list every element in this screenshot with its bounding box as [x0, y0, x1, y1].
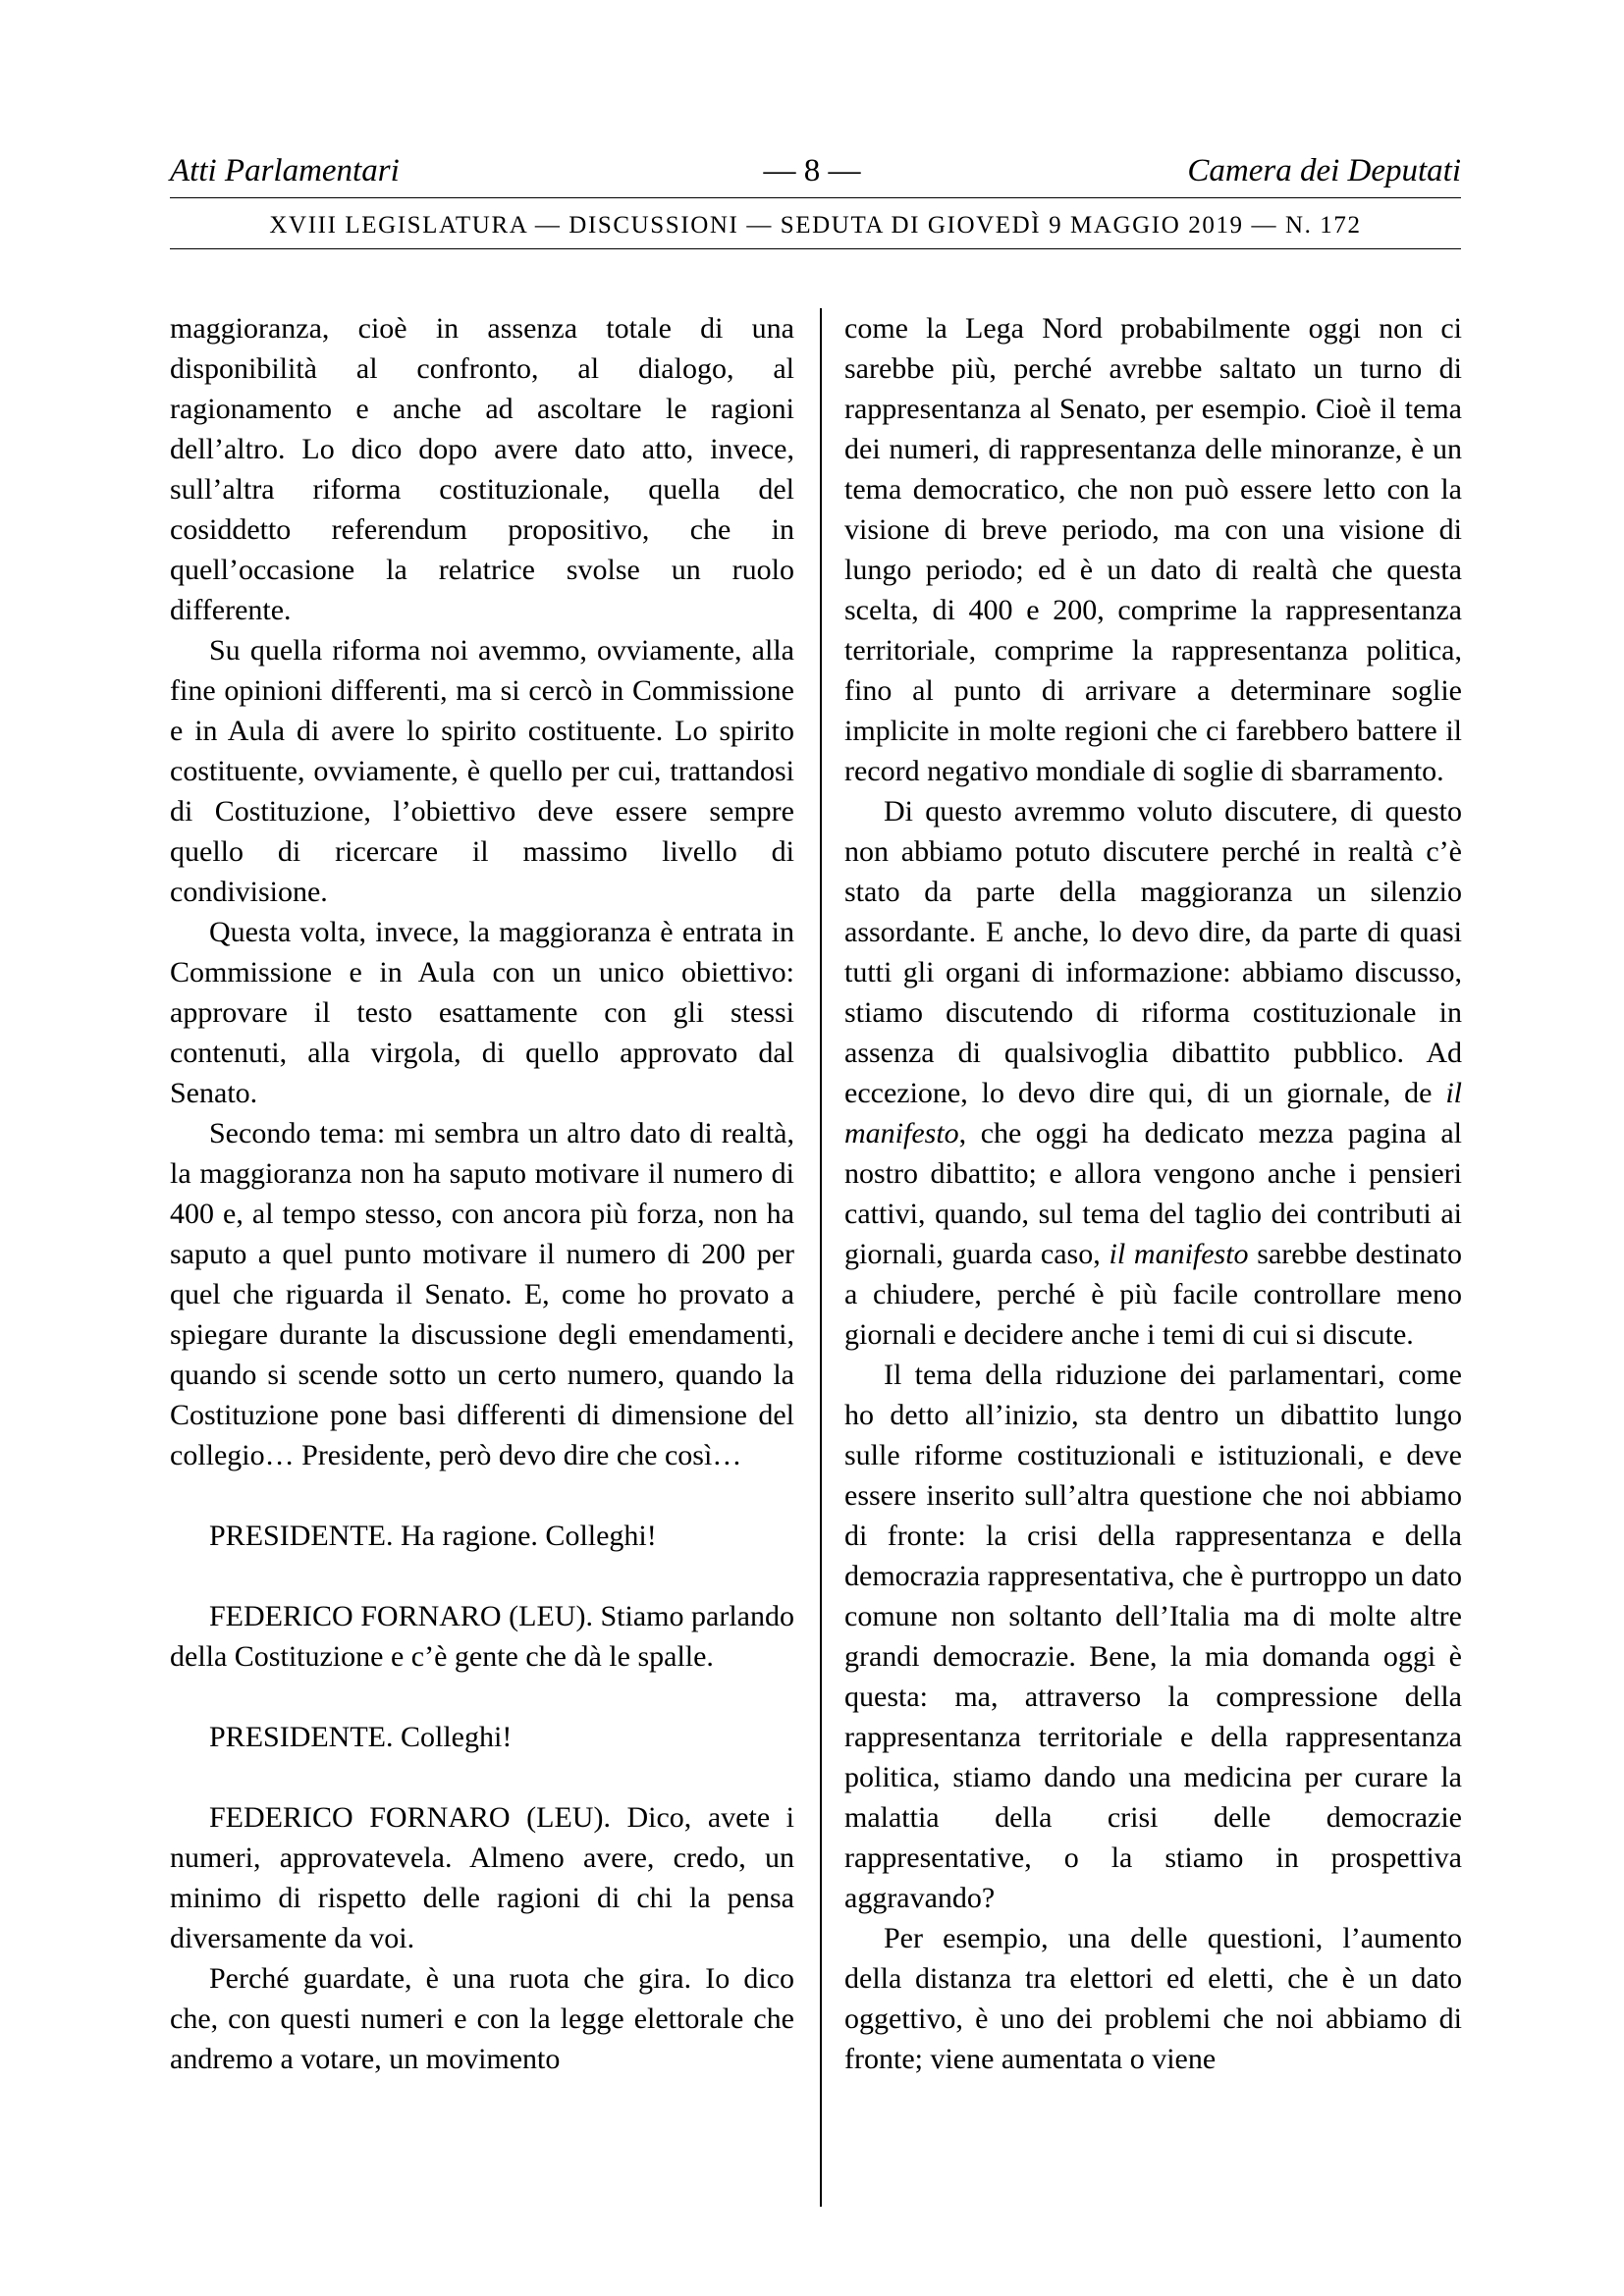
text-run: Di questo avremmo voluto discutere, di questo non abbiamo potuto discutere perché in realtà c’è stato da parte della maggioranza un silenzio assordante. E anche, lo devo dire, da parte di quasi tutti gli organi di informazione: abbiamo discusso, stiamo discutendo di riforma costituzionale in assenza di qualsivoglia dibattito pubblico. Ad eccezione, lo devo dire qui, di un giornale, de [844, 795, 1462, 1109]
paragraph: come la Lega Nord probabilmente oggi non ci sarebbe più, perché avrebbe saltato un turno di rappresentanza al Senato, per esempio. Cioè il tema dei numeri, di rappresentanza delle minoranze, è un tema democratico, che non può essere letto con la visione di breve periodo, ma con una visione di lungo periodo; ed è un dato di realtà che questa scelta, di 400 e 200, comprime la rappresentanza territoriale, comprime la rappresentanza politica, fino al punto di arrivare a determinare soglie implicite in molte regioni che ci farebbero battere il record negativo mondiale di soglie di sbarramento. [844, 312, 1462, 787]
paragraph: Per esempio, una delle questioni, l’aumento della distanza tra elettori ed eletti, che è un dato oggettivo, è uno dei problemi che noi abbiamo di fronte; viene aumentata o viene [844, 1922, 1462, 2075]
speech-text: Dico, avete i numeri, approvatevela. Almeno avere, credo, un minimo di rispetto delle ragioni di chi la pensa diversamente da voi. [170, 1801, 795, 1954]
header-divider [170, 197, 1461, 198]
text-run: sarebbe destinato a chiudere, perché è più facile controllare meno giornali e decidere anche i temi di cui si discute. [844, 1238, 1462, 1351]
session-subheader: XVIII LEGISLATURA — DISCUSSIONI — SEDUTA DI GIOVEDÌ 9 MAGGIO 2019 — N. 172 [269, 212, 1362, 239]
speaker-group: LEU [536, 1801, 594, 1834]
page-number: — 8 — [763, 153, 861, 188]
paragraph: maggioranza, cioè in assenza totale di una disponibilità al confronto, al dialogo, al ragionamento e anche ad ascoltare le ragioni dell’altro. Lo dico dopo avere dato atto, invece, sull’altra riforma costituzionale, quella del cosiddetto referendum propositivo, che in quell’occasione la relatrice svolse un ruolo differente. [170, 312, 794, 626]
speech-fornaro [170, 1596, 794, 1677]
paragraph: Perché guardate, è una ruota che gira. Io dico che, con questi numeri e con la legge elettorale che andremo a votare, un movimento [170, 1962, 794, 2075]
right-column [844, 308, 1462, 2079]
speech-president: PRESIDENTE. Colleghi! [209, 1721, 513, 1753]
speech-president: PRESIDENTE. Ha ragione. Colleghi! [209, 1520, 657, 1552]
speech-text: Stiamo parlando della Costituzione e c’è gente che dà le spalle. [170, 1600, 794, 1673]
header-right-title: Camera dei Deputati [1187, 153, 1461, 188]
newspaper-title: il manifesto [1109, 1238, 1249, 1270]
paragraph: Su quella riforma noi avemmo, ovviamente, alla fine opinioni differenti, ma si cercò in Commissione e in Aula di avere lo spirito costituente. Lo spirito costituente, ovviamente, è quello per cui, trattandosi di Costituzione, l’obiettivo deve essere sempre quello di ricercare il massimo livello di condivisione. [170, 634, 794, 908]
speaker-group: LEU [518, 1600, 576, 1632]
paragraph [844, 791, 1462, 1355]
text-run: , che oggi ha dedicato mezza pagina al nostro dibattito; e allora vengono anche i pensieri cattivi, quando, sul tema del taglio dei contributi ai giornali, guarda caso, [844, 1117, 1462, 1270]
paragraph: Secondo tema: mi sembra un altro dato di realtà, la maggioranza non ha saputo motivare il numero di 400 e, al tempo stesso, con ancora più forza, non ha saputo a quel punto motivare il numero di 200 per quel che riguarda il Senato. E, come ho provato a spiegare durante la discussione degli emendamenti, quando si scende sotto un certo numero, quando la Costituzione pone basi differenti di dimensione del collegio… Presidente, però devo dire che così… [170, 1117, 794, 1471]
subheader-divider [170, 248, 1461, 249]
paragraph: Questa volta, invece, la maggioranza è entrata in Commissione e in Aula con un unico obiettivo: approvare il testo esattamente con gli stessi contenuti, alla virgola, di quello approvato dal Senato. [170, 916, 794, 1109]
left-column [170, 308, 794, 2079]
speaker-close: ). [575, 1600, 593, 1632]
speech-fornaro [170, 1797, 794, 1958]
header-left-title: Atti Parlamentari [170, 153, 400, 188]
speaker-name: FEDERICO FORNARO ( [209, 1801, 537, 1834]
newspaper-title: il manifesto [844, 1077, 1462, 1149]
paragraph: Il tema della riduzione dei parlamentari, come ho detto all’inizio, sta dentro un dibattito lungo sulle riforme costituzionali e istituzionali, e deve essere inserito sull’altra questione che noi abbiamo di fronte: la crisi della rappresentanza e della democrazia rappresentativa, che è purtroppo un dato comune non soltanto dell’Italia ma di molte altre grandi democrazie. Bene, la mia domanda oggi è questa: ma, attraverso la compressione della rappresentanza territoriale e della rappresentanza politica, stiamo dando una medicina per curare la malattia della crisi delle democrazie rappresentative, o la stiamo in prospettiva aggravando? [844, 1359, 1462, 1914]
column-divider [820, 308, 822, 2207]
speaker-close: ). [593, 1801, 611, 1834]
speaker-name: FEDERICO FORNARO ( [209, 1600, 519, 1632]
